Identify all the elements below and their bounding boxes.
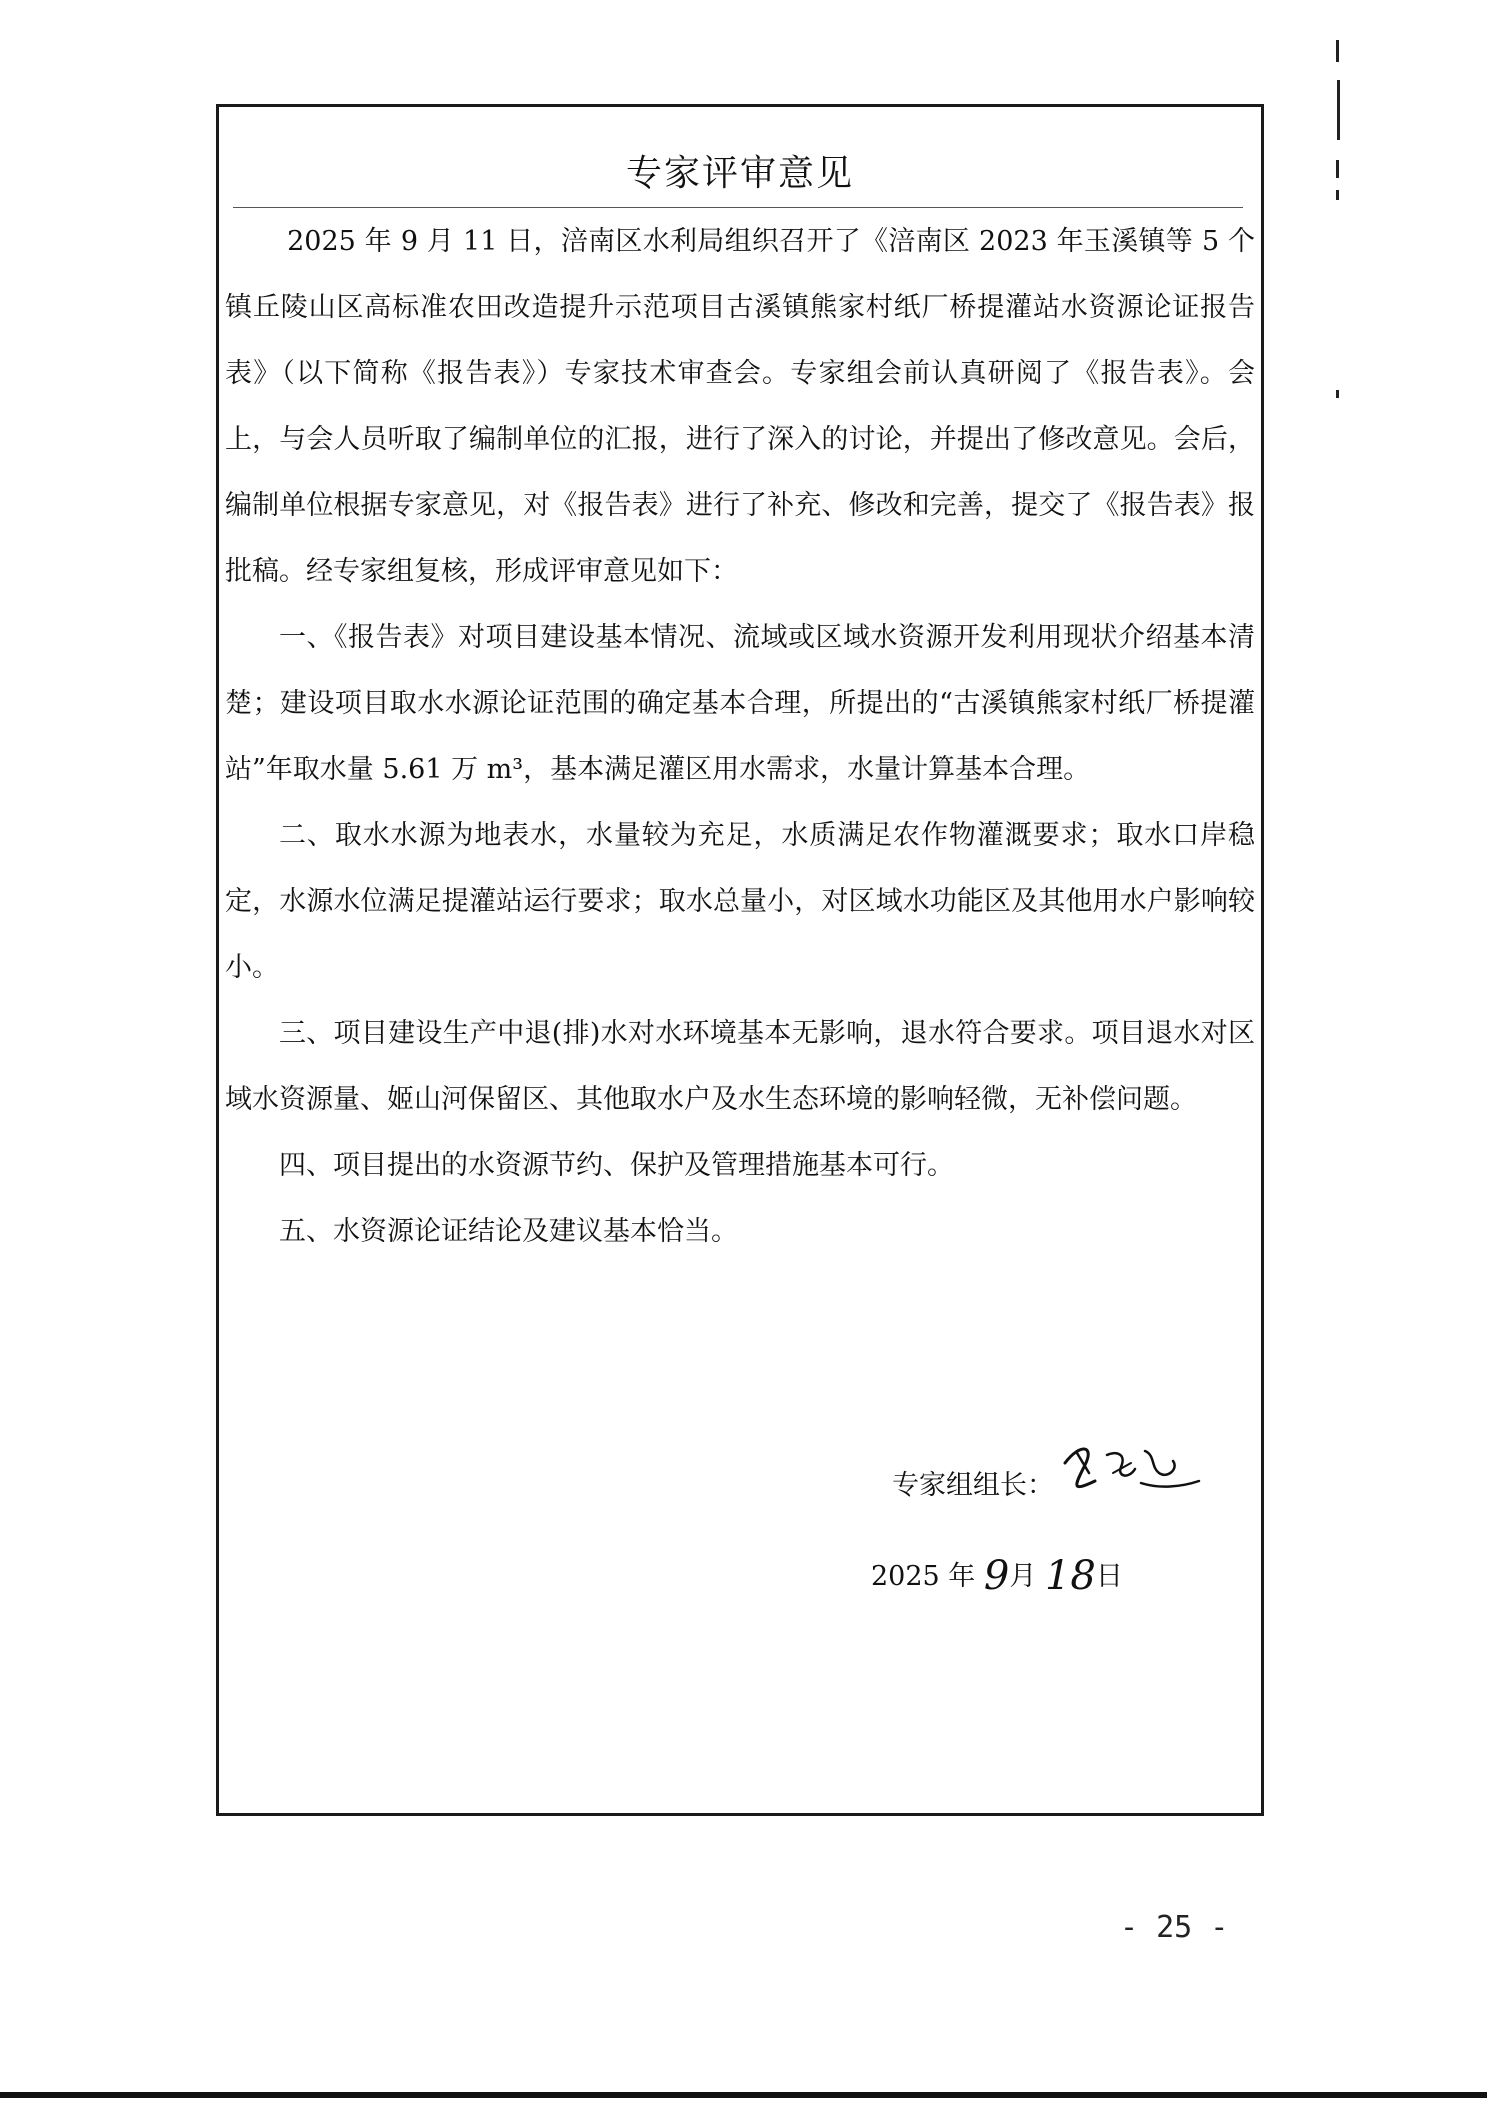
signature-label: 专家组组长： [892,1470,1054,1501]
paragraph-opinion-4: 四、项目提出的水资源节约、保护及管理措施基本可行。 [279,1150,954,1181]
paragraph-opinion-5: 五、水资源论证结论及建议基本恰当。 [279,1216,738,1247]
scan-bottom-edge [0,2092,1487,2098]
date-month-handwritten: 9 [983,1553,1010,1599]
signing-date [871,1549,1123,1599]
document-title: 专家评审意见 [625,153,854,194]
date-month-unit: 月 [1009,1561,1037,1592]
date-day-unit: 日 [1095,1561,1123,1592]
paragraph-opinion-1: 一、《报告表》对项目建设基本情况、流域或区域水资源开发利用现状介绍基本清楚；建设项目取水水源论证范围的确定基本合理，所提出的“古溪镇熊家村纸厂桥提灌站”年取水量 5.61 万 m³，基本满足灌区用水需求，水量计算基本合理。 [225,622,1255,785]
paragraph-intro: 2025 年 9 月 11 日，涪南区水利局组织召开了《涪南区 2023 年玉溪镇等 5 个镇丘陵山区高标准农田改造提升示范项目古溪镇熊家村纸厂桥提灌站水资源论证报告表》（以下简称《报告表》）专家技术审查会。专家组会前认真研阅了《报告表》。会上，与会人员听取了编制单位的汇报，进行了深入的讨论，并提出了修改意见。会后，编制单位根据专家意见，对《报告表》进行了补充、修改和完善，提交了《报告表》报批稿。经专家组复核，形成评审意见如下： [225,226,1255,587]
page-edge-marks [1336,40,1342,410]
title-underline [233,207,1243,208]
review-frame [216,104,1264,1816]
paragraph-opinion-3: 三、项目建设生产中退(排)水对水环境基本无影响，退水符合要求。项目退水对区域水资源量、姬山河保留区、其他取水户及水生态环境的影响轻微，无补偿问题。 [225,1018,1255,1115]
page-number: - 25 - [1120,1910,1229,1945]
body-text [225,209,1255,1265]
paragraph-opinion-2: 二、取水水源为地表水，水量较为充足，水质满足农作物灌溉要求；取水口岸稳定，水源水位满足提灌站运行要求；取水总量小，对区域水功能区及其他用水户影响较小。 [225,820,1255,983]
date-day-handwritten: 18 [1044,1553,1096,1599]
date-year: 2025 年 [871,1561,976,1592]
handwritten-signature [1055,1433,1205,1513]
signature-block [219,1451,1261,1651]
